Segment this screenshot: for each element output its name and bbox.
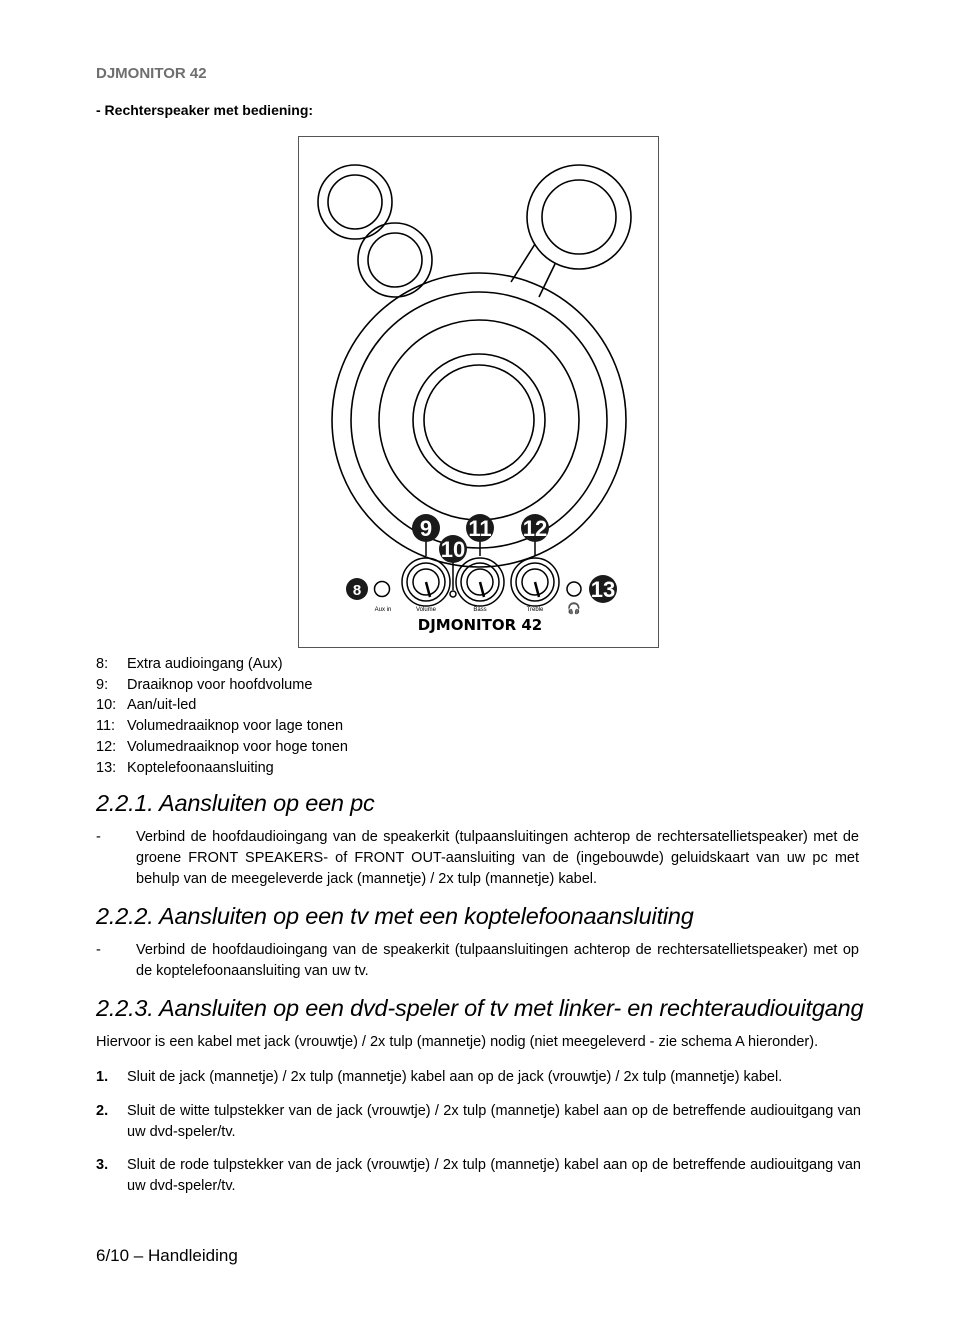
legend-num: 8: <box>96 656 109 672</box>
step-item <box>96 1101 861 1143</box>
legend-item <box>96 758 348 779</box>
power-led <box>450 591 456 597</box>
legend-text: Aan/uit-led <box>127 697 197 714</box>
bullet-item <box>96 940 859 982</box>
callout-9-label: 9 <box>419 516 433 541</box>
knob-label-volume: Volume <box>415 607 437 613</box>
section-heading-tv: 2.2.2. Aansluiten op een tv met een koptelefoonaansluiting <box>96 903 694 929</box>
bullet-dash: - <box>96 829 101 845</box>
speaker-diagram <box>298 136 659 648</box>
legend-num: 9: <box>96 676 109 693</box>
legend-item <box>96 737 348 758</box>
callout-10-label: 10 <box>440 537 466 562</box>
legend-num: 13: <box>96 759 117 776</box>
port-circle-outer-2 <box>358 223 432 297</box>
callout-13-label: 13 <box>590 577 616 602</box>
woofer-cone <box>413 354 545 486</box>
callout-11-label: 11 <box>468 516 492 541</box>
bullet-text: Verbind de hoofdaudioingang van de speakerkit (tulpaansluitingen achterop de rechtersatellietspeaker) met de groene FRONT SPEAKERS- of FRONT OUT-aansluiting van de (ingebouwde) geluidskaart van uw pc met behulp van de meegeleverde jack (mannetje) / 2x tulp (mannetje) kabel. <box>136 829 859 887</box>
legend-text: Extra audioingang (Aux) <box>127 656 283 672</box>
aux-in-jack <box>375 582 390 597</box>
step-number: 1. <box>96 1069 109 1085</box>
legend-item <box>96 716 348 737</box>
section-heading-dvd: 2.2.3. Aansluiten op een dvd-speler of tv met linker- en rechteraudiouitgang <box>96 995 864 1021</box>
page-footer: 6/10 – Handleiding <box>96 1246 238 1265</box>
woofer-inner <box>379 320 579 520</box>
brand-label: DJMONITOR 42 <box>417 616 543 634</box>
legend-text: Volumedraaiknop voor lage tonen <box>127 718 344 735</box>
knob-label-bass: Bass <box>473 607 487 613</box>
step-number: 3. <box>96 1157 109 1173</box>
woofer-dome <box>424 365 534 475</box>
legend-text: Draaiknop voor hoofdvolume <box>127 676 313 693</box>
step-item <box>96 1155 861 1197</box>
legend-num: 11: <box>96 718 116 735</box>
port-circle-inner-2 <box>368 233 422 287</box>
callout-12-label: 12 <box>522 516 548 541</box>
step-number: 2. <box>96 1103 109 1119</box>
tweeter-inner <box>542 180 616 254</box>
port-circle-outer-1 <box>318 165 392 239</box>
port-circle-inner-1 <box>328 175 382 229</box>
step-item <box>96 1067 861 1088</box>
bullet-item <box>96 827 859 890</box>
bullet-text: Verbind de hoofdaudioingang van de speakerkit (tulpaansluitingen achterop de rechtersatellietspeaker) met op de koptelefoonaansluiting van uw tv. <box>136 942 859 979</box>
legend-item <box>96 675 348 696</box>
headphone-icon: 🎧 <box>567 602 581 615</box>
legend-text: Koptelefoonaansluiting <box>127 759 274 776</box>
intro-paragraph: Hiervoor is een kabel met jack (vrouwtje) / 2x tulp (mannetje) nodig (niet meegeleverd - zie schema A hieronder). <box>96 1034 819 1050</box>
woofer-middle <box>351 292 607 548</box>
legend-text: Volumedraaiknop voor hoge tonen <box>127 738 348 755</box>
step-text: Sluit de jack (mannetje) / 2x tulp (mannetje) kabel aan op de jack (vrouwtje) / 2x tulp (mannetje) kabel. <box>127 1069 783 1085</box>
document-header: DJMONITOR 42 <box>96 65 207 82</box>
subheading: - Rechterspeaker met bediening: <box>96 102 314 118</box>
knob-label-aux-in: Aux in <box>374 607 392 613</box>
step-text: Sluit de witte tulpstekker van de jack (vrouwtje) / 2x tulp (mannetje) kabel aan op de betreffende audiouitgang van uw dvd-speler/tv. <box>127 1103 861 1140</box>
headphone-jack <box>567 582 581 596</box>
bullet-dash: - <box>96 942 101 958</box>
legend-num: 10: <box>96 697 117 714</box>
legend-num: 12: <box>96 738 117 755</box>
legend-item <box>96 695 348 716</box>
legend-list <box>96 654 348 778</box>
section-heading-pc: 2.2.1. Aansluiten op een pc <box>96 790 375 816</box>
callout-8-label: 8 <box>352 582 362 599</box>
legend-item <box>96 654 348 675</box>
step-text: Sluit de rode tulpstekker van de jack (vrouwtje) / 2x tulp (mannetje) kabel aan op de betreffende audiouitgang van uw dvd-speler/tv. <box>127 1157 861 1194</box>
knob-label-treble: Treble <box>526 607 544 613</box>
